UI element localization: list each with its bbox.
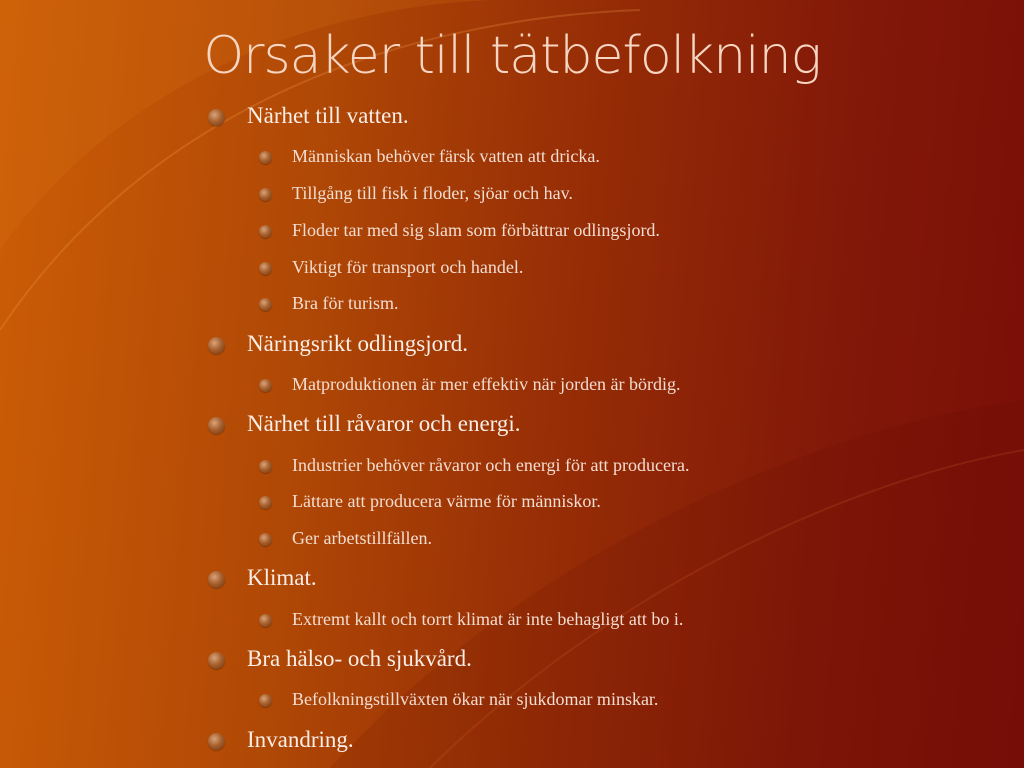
bullet-dot-icon bbox=[208, 417, 225, 434]
bullet-text: Matproduktionen är mer effektiv när jorden är bördig. bbox=[292, 374, 681, 394]
bullet-text: Näringsrikt odlingsjord. bbox=[247, 331, 469, 356]
bullet-text: Bra hälso- och sjukvård. bbox=[247, 646, 472, 671]
bullet-text: Lättare att producera värme för människor. bbox=[292, 491, 601, 511]
bullet-text: Industrier behöver råvaror och energi för att producera. bbox=[292, 455, 690, 475]
bullet-dot-icon bbox=[259, 460, 272, 473]
bullet-dot-icon bbox=[259, 298, 272, 311]
bullet-dot-icon bbox=[259, 533, 272, 546]
bullet-dot-icon bbox=[208, 571, 225, 588]
bullet-text: Invandring. bbox=[247, 727, 354, 752]
bullet-text: Närhet till vatten. bbox=[247, 103, 409, 128]
bullet-dot-icon bbox=[259, 225, 272, 238]
bullet-dot-icon bbox=[259, 188, 272, 201]
bullet-dot-icon bbox=[259, 379, 272, 392]
bullet-text: Människan behöver färsk vatten att dricka. bbox=[292, 146, 600, 166]
bullet-text: Extremt kallt och torrt klimat är inte behagligt att bo i. bbox=[292, 609, 684, 629]
bullet-text: Klimat. bbox=[247, 565, 317, 590]
bullet-text: Viktigt för transport och handel. bbox=[292, 257, 524, 277]
bullet-dot-icon bbox=[259, 694, 272, 707]
bullet-text: Tillgång till fisk i floder, sjöar och hav. bbox=[292, 183, 573, 203]
bullet-text: Närhet till råvaror och energi. bbox=[247, 411, 521, 436]
bullet-dot-icon bbox=[208, 337, 225, 354]
bullet-text: Befolkningstillväxten ökar när sjukdomar minskar. bbox=[292, 689, 659, 709]
bullet-dot-icon bbox=[259, 262, 272, 275]
bullet-text: Floder tar med sig slam som förbättrar odlingsjord. bbox=[292, 220, 660, 240]
bullet-dot-icon bbox=[259, 496, 272, 509]
bullet-text: Ger arbetstillfällen. bbox=[292, 528, 432, 548]
bullet-dot-icon bbox=[208, 652, 225, 669]
slide-title: Orsaker till tätbefolkning bbox=[203, 26, 821, 86]
bullet-dot-icon bbox=[259, 614, 272, 627]
bullet-dot-icon bbox=[208, 109, 225, 126]
bullet-dot-icon bbox=[259, 151, 272, 164]
bullet-dot-icon bbox=[208, 733, 225, 750]
bullet-text: Bra för turism. bbox=[292, 293, 399, 313]
